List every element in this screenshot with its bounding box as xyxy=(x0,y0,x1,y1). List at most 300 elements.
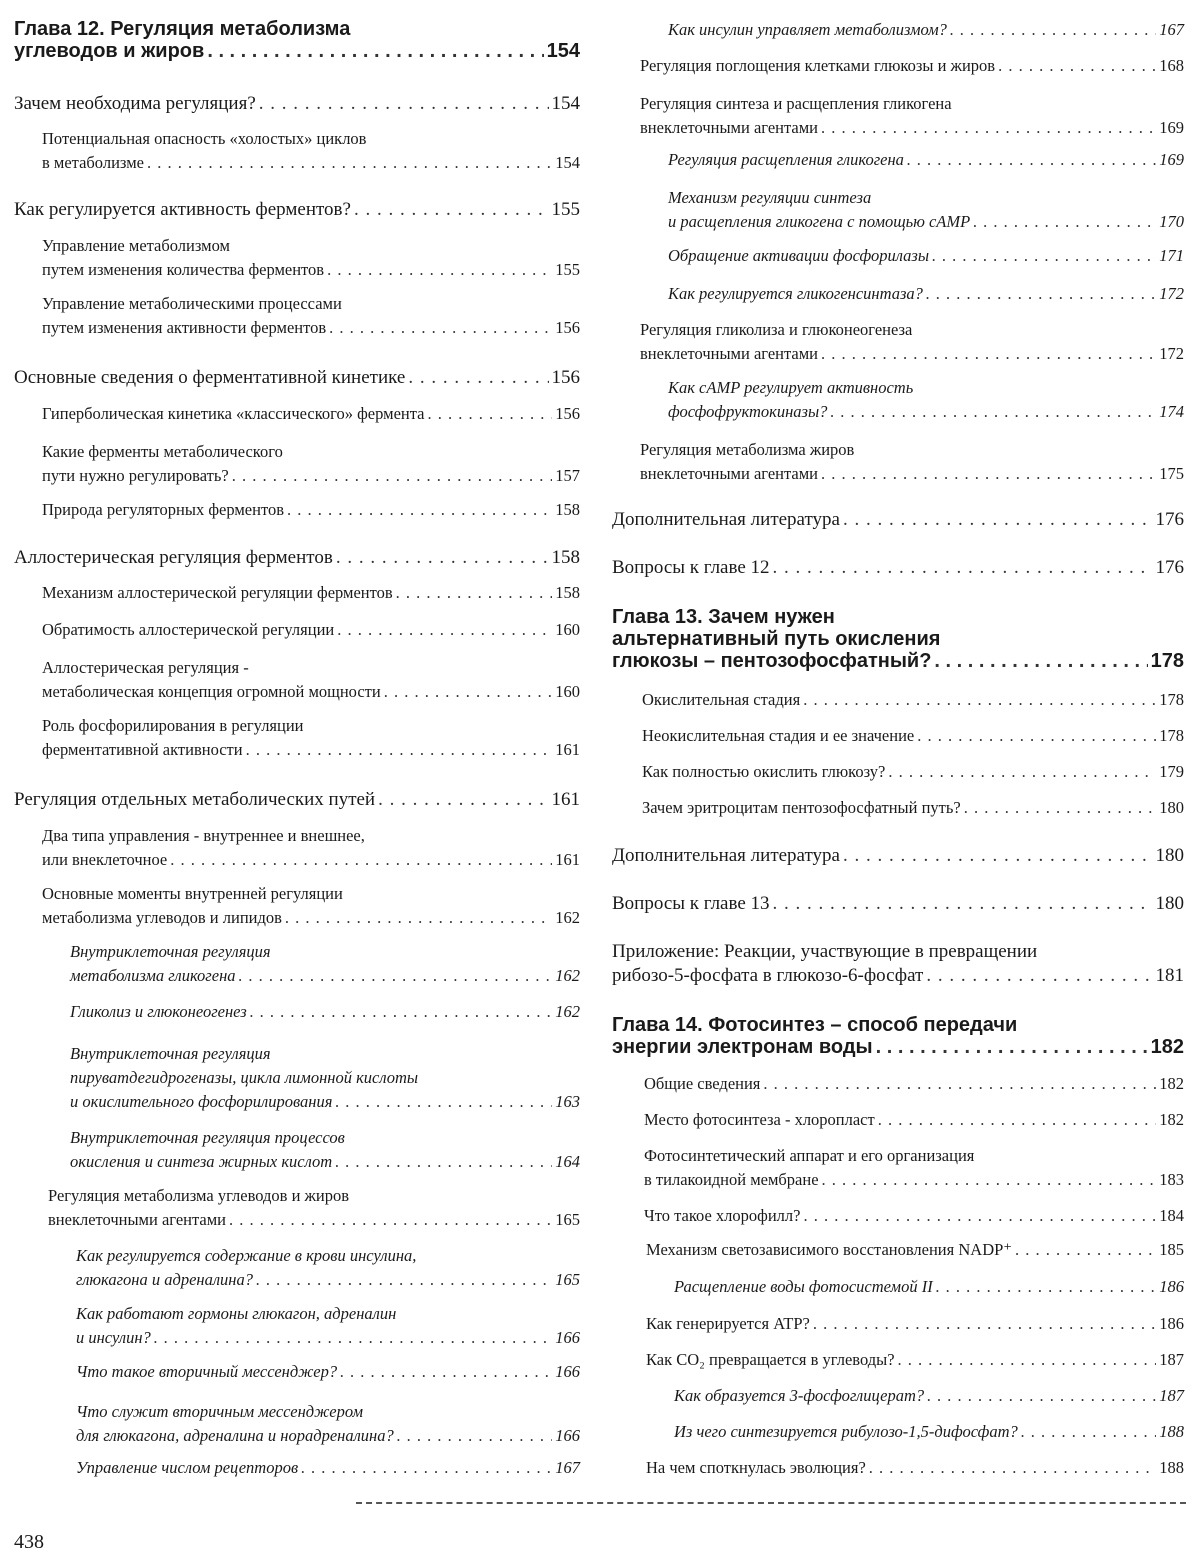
toc-entry-l3 xyxy=(612,376,1184,424)
toc-entry-l2 xyxy=(612,1238,1184,1262)
toc-entry-title: энергии электронам воды xyxy=(612,1036,873,1058)
toc-entry-l2 xyxy=(612,1072,1184,1096)
dot-leader xyxy=(354,198,549,222)
toc-entry-l3 xyxy=(14,1400,580,1448)
toc-entry-title: в тилакоидной мембране xyxy=(644,1168,819,1192)
toc-entry-title: пути нужно регулировать? xyxy=(42,464,229,488)
dot-leader xyxy=(888,760,1156,784)
toc-page-number: 182 xyxy=(1151,1036,1184,1058)
toc-entry-row xyxy=(14,92,580,116)
toc-entry-l3 xyxy=(14,940,580,988)
toc-entry-l2 xyxy=(14,618,580,642)
toc-page-number: 156 xyxy=(555,316,580,340)
dot-leader xyxy=(803,688,1156,712)
dot-leader xyxy=(1021,1420,1156,1444)
toc-entry-row xyxy=(642,724,1184,748)
toc-entry-l3 xyxy=(14,1456,580,1480)
toc-page-number: 160 xyxy=(555,680,580,704)
dot-leader xyxy=(830,400,1156,424)
toc-entry-title: Как регулируется активность ферментов? xyxy=(14,198,351,222)
toc-entry-l2 xyxy=(14,656,580,704)
toc-entry-title: метаболизма углеводов и липидов xyxy=(42,906,282,930)
dot-leader xyxy=(821,342,1156,366)
toc-page-number: 180 xyxy=(1156,844,1185,868)
toc-entry-l2 xyxy=(612,724,1184,748)
toc-entry-title-line: Глава 12. Регуляция метаболизма xyxy=(14,18,580,40)
toc-entry-row xyxy=(76,1456,580,1480)
toc-entry-l2 xyxy=(14,824,580,872)
dot-leader xyxy=(773,892,1153,916)
toc-entry-title: рибозо-5-фосфата в глюкозо-6-фосфат xyxy=(612,964,923,988)
toc-entry-l2 xyxy=(612,54,1184,78)
toc-page-number: 157 xyxy=(555,464,580,488)
toc-entry-title-line: Глава 13. Зачем нужен xyxy=(612,606,1184,628)
toc-entry-row xyxy=(42,848,580,872)
toc-entry-row xyxy=(76,1326,580,1350)
toc-entry-l1 xyxy=(612,556,1184,580)
toc-entry-title: Что такое вторичный мессенджер? xyxy=(76,1360,337,1384)
toc-entry-title: ферментативной активности xyxy=(42,738,243,762)
toc-entry-title: Вопросы к главе 13 xyxy=(612,892,770,916)
dot-leader xyxy=(878,1108,1157,1132)
dot-leader xyxy=(821,116,1156,140)
toc-entry-l3 xyxy=(14,1360,580,1384)
toc-entry-l3 xyxy=(14,1302,580,1350)
dot-leader xyxy=(285,906,552,930)
toc-page-number: 179 xyxy=(1159,760,1184,784)
toc-entry-row xyxy=(14,40,580,62)
toc-page-number: 176 xyxy=(1156,556,1185,580)
dot-leader xyxy=(821,462,1156,486)
dot-leader xyxy=(229,1208,552,1232)
toc-entry-row xyxy=(644,1168,1184,1192)
toc-page-number: 176 xyxy=(1156,508,1185,532)
toc-entry-l2 xyxy=(612,1204,1184,1228)
toc-page-number: 163 xyxy=(555,1090,580,1114)
toc-entry-title: и окислительного фосфорилирования xyxy=(70,1090,332,1114)
dot-leader xyxy=(246,738,553,762)
toc-entry-title-line: Потенциальная опасность «холостых» циклов xyxy=(42,127,580,151)
dot-leader xyxy=(232,464,553,488)
toc-entry-row xyxy=(644,1108,1184,1132)
toc-entry-l2 xyxy=(612,760,1184,784)
toc-page-number: 161 xyxy=(555,848,580,872)
toc-entry-title-line: Какие ферменты метаболического xyxy=(42,440,580,464)
toc-page-number: 167 xyxy=(1159,18,1184,42)
toc-entry-l2 xyxy=(14,234,580,282)
footer-rule xyxy=(356,1502,1186,1504)
toc-page-number: 180 xyxy=(1159,796,1184,820)
toc-entry-row xyxy=(42,581,580,605)
dot-leader xyxy=(973,210,1156,234)
toc-entry-row xyxy=(646,1456,1184,1480)
toc-entry-row xyxy=(42,738,580,762)
toc-entry-l3 xyxy=(612,1384,1184,1408)
dot-leader xyxy=(287,498,552,522)
dot-leader xyxy=(964,796,1157,820)
toc-page-number: 154 xyxy=(547,40,580,62)
dot-leader xyxy=(763,1072,1156,1096)
dot-leader xyxy=(950,18,1156,42)
toc-entry-title: Управление числом рецепторов xyxy=(76,1456,298,1480)
toc-entry-title: путем изменения активности ферментов xyxy=(42,316,326,340)
toc-entry-l3 xyxy=(612,148,1184,172)
toc-entry-l1 xyxy=(14,198,580,222)
toc-page-number: 165 xyxy=(555,1208,580,1232)
toc-page-number: 181 xyxy=(1156,964,1185,988)
toc-entry-row xyxy=(640,462,1184,486)
toc-entry-row xyxy=(14,366,580,390)
toc-entry-title-line: Регуляция метаболизма углеводов и жиров xyxy=(48,1184,580,1208)
toc-entry-title-line: пируватдегидрогеназы, цикла лимонной кислоты xyxy=(70,1066,580,1090)
toc-entry-l1 xyxy=(612,940,1184,988)
toc-entry-l1 xyxy=(14,788,580,812)
toc-page-number: 161 xyxy=(552,788,581,812)
toc-entry-title: Общие сведения xyxy=(644,1072,760,1096)
toc-entry-row xyxy=(48,1208,580,1232)
toc-entry-title-line: Внутриклеточная регуляция xyxy=(70,940,580,964)
toc-entry-row xyxy=(668,210,1184,234)
toc-entry-row xyxy=(612,556,1184,580)
toc-entry-row xyxy=(674,1384,1184,1408)
toc-entry-title: Вопросы к главе 12 xyxy=(612,556,770,580)
toc-entry-row xyxy=(674,1420,1184,1444)
toc-entry-row xyxy=(668,18,1184,42)
toc-entry-l1 xyxy=(612,892,1184,916)
toc-entry-title-line: Что служит вторичным мессенджером xyxy=(76,1400,580,1424)
toc-page-number: 165 xyxy=(555,1268,580,1292)
toc-entry-l1 xyxy=(14,546,580,570)
toc-entry-l1 xyxy=(612,508,1184,532)
toc-entry-title: Регуляция расщепления гликогена xyxy=(668,148,904,172)
toc-entry-l3 xyxy=(612,1420,1184,1444)
toc-entry-l3 xyxy=(612,186,1184,234)
toc-entry-title: Механизм светозависимого восстановления NADP⁺ xyxy=(646,1238,1012,1262)
toc-entry-l3 xyxy=(14,1000,580,1024)
toc-entry-row xyxy=(668,148,1184,172)
dot-leader xyxy=(932,244,1156,268)
toc-entry-title: внеклеточными агентами xyxy=(640,342,818,366)
toc-page-number: 169 xyxy=(1159,148,1184,172)
toc-entry-title: Из чего синтезируется рибулозо-1,5-дифосфат? xyxy=(674,1420,1018,1444)
toc-entry-row xyxy=(674,1275,1184,1299)
dot-leader xyxy=(917,724,1156,748)
toc-page-number: 175 xyxy=(1159,462,1184,486)
toc-entry-l2 xyxy=(612,1108,1184,1132)
toc-page-number: 161 xyxy=(555,738,580,762)
toc-entry-title: Обратимость аллостерической регуляции xyxy=(42,618,334,642)
toc-page-number: 172 xyxy=(1159,282,1184,306)
toc-entry-title: Как CO₂ превращается в углеводы? xyxy=(646,1348,895,1372)
toc-entry-l2 xyxy=(14,1184,580,1232)
toc-entry-title: внеклеточными агентами xyxy=(48,1208,226,1232)
toc-entry-title: Регуляция отдельных метаболических путей xyxy=(14,788,375,812)
toc-entry-l3 xyxy=(14,1126,580,1174)
toc-entry-row xyxy=(668,400,1184,424)
toc-entry-row xyxy=(646,1348,1184,1372)
toc-entry-row xyxy=(42,316,580,340)
toc-entry-title: Аллостерическая регуляция ферментов xyxy=(14,546,333,570)
toc-entry-title-line: Роль фосфорилирования в регуляции xyxy=(42,714,580,738)
toc-page-number: 186 xyxy=(1159,1312,1184,1336)
toc-entry-title: Место фотосинтеза - хлоропласт xyxy=(644,1108,875,1132)
toc-entry-l2 xyxy=(612,1144,1184,1192)
toc-entry-row xyxy=(42,680,580,704)
toc-entry-l3 xyxy=(612,18,1184,42)
toc-entry-l2 xyxy=(612,318,1184,366)
toc-entry-row xyxy=(42,464,580,488)
dot-leader xyxy=(876,1036,1148,1058)
toc-page-number: 166 xyxy=(555,1360,580,1384)
toc-entry-l3 xyxy=(612,1275,1184,1299)
toc-entry-title-line: Регуляция гликолиза и глюконеогенеза xyxy=(640,318,1184,342)
toc-page-number: 182 xyxy=(1159,1108,1184,1132)
toc-page-number: 185 xyxy=(1159,1238,1184,1262)
toc-page-number: 184 xyxy=(1159,1204,1184,1228)
dot-leader xyxy=(147,151,552,175)
toc-entry-l2 xyxy=(14,498,580,522)
toc-entry-title: глюкозы – пентозофосфатный? xyxy=(612,650,931,672)
toc-entry-l1 xyxy=(14,92,580,116)
toc-entry-title: Гликолиз и глюконеогенез xyxy=(70,1000,247,1024)
toc-entry-row xyxy=(644,1072,1184,1096)
toc-entry-title: Как образуется 3-фосфоглицерат? xyxy=(674,1384,924,1408)
toc-page-number: 171 xyxy=(1159,244,1184,268)
toc-entry-row xyxy=(42,498,580,522)
toc-entry-title: Зачем необходима регуляция? xyxy=(14,92,256,116)
toc-entry-row xyxy=(612,844,1184,868)
toc-page-number: 182 xyxy=(1159,1072,1184,1096)
toc-entry-row xyxy=(70,1000,580,1024)
toc-entry-l2 xyxy=(14,127,580,175)
toc-entry-row xyxy=(14,198,580,222)
toc-page-number: 154 xyxy=(552,92,581,116)
toc-entry-row xyxy=(642,688,1184,712)
toc-entry-row xyxy=(76,1424,580,1448)
dot-leader xyxy=(813,1312,1156,1336)
toc-entry-row xyxy=(42,258,580,282)
dot-leader xyxy=(397,1424,553,1448)
dot-leader xyxy=(256,1268,552,1292)
toc-entry-l3 xyxy=(612,244,1184,268)
toc-page-number: 187 xyxy=(1159,1348,1184,1372)
toc-page-number: 167 xyxy=(555,1456,580,1480)
toc-page-number: 168 xyxy=(1159,54,1184,78)
dot-leader xyxy=(936,1275,1157,1299)
toc-entry-l2 xyxy=(612,92,1184,140)
toc-entry-row xyxy=(644,1204,1184,1228)
toc-entry-title: в метаболизме xyxy=(42,151,144,175)
toc-entry-title-line: Управление метаболизмом xyxy=(42,234,580,258)
dot-leader xyxy=(803,1204,1156,1228)
toc-entry-title: путем изменения количества ферментов xyxy=(42,258,324,282)
toc-page-number: 183 xyxy=(1159,1168,1184,1192)
dot-leader xyxy=(207,40,543,62)
toc-entry-l2 xyxy=(14,292,580,340)
toc-entry-title: Природа регуляторных ферментов xyxy=(42,498,284,522)
toc-entry-row xyxy=(646,1312,1184,1336)
toc-entry-title: Обращение активации фосфорилазы xyxy=(668,244,929,268)
toc-page-number: 160 xyxy=(555,618,580,642)
toc-page-number: 169 xyxy=(1159,116,1184,140)
dot-leader xyxy=(250,1000,553,1024)
toc-entry-title: глюкагона и адреналина? xyxy=(76,1268,253,1292)
toc-entry-title: Дополнительная литература xyxy=(612,844,840,868)
toc-entry-title-line: Глава 14. Фотосинтез – способ передачи xyxy=(612,1014,1184,1036)
toc-page-number: 180 xyxy=(1156,892,1185,916)
toc-entry-title: метаболическая концепция огромной мощности xyxy=(42,680,381,704)
toc-entry-row xyxy=(14,788,580,812)
toc-page-number: 187 xyxy=(1159,1384,1184,1408)
toc-entry-row xyxy=(612,964,1184,988)
toc-page-number: 174 xyxy=(1159,400,1184,424)
dot-leader xyxy=(170,848,552,872)
toc-entry-l2 xyxy=(14,714,580,762)
toc-entry-l2 xyxy=(14,882,580,930)
toc-entry-row xyxy=(612,508,1184,532)
toc-entry-title-line: Как регулируется содержание в крови инсулина, xyxy=(76,1244,580,1268)
dot-leader xyxy=(898,1348,1157,1372)
toc-page-number: 162 xyxy=(555,1000,580,1024)
dot-leader xyxy=(327,258,552,282)
dot-leader xyxy=(869,1456,1156,1480)
toc-entry-row xyxy=(76,1360,580,1384)
dot-leader xyxy=(329,316,552,340)
toc-page-number: 164 xyxy=(555,1150,580,1174)
toc-entry-row xyxy=(42,906,580,930)
toc-entry-row xyxy=(612,650,1184,672)
toc-entry-title: Что такое хлорофилл? xyxy=(644,1204,800,1228)
toc-entry-title-line: Механизм регуляции синтеза xyxy=(668,186,1184,210)
toc-entry-title: Как генерируется ATP? xyxy=(646,1312,810,1336)
toc-entry-l1 xyxy=(14,366,580,390)
toc-page-number: 158 xyxy=(555,498,580,522)
toc-entry-row xyxy=(646,1238,1184,1262)
dot-leader xyxy=(907,148,1156,172)
dot-leader xyxy=(239,964,553,988)
page-number: 438 xyxy=(14,1530,44,1554)
toc-entry-row xyxy=(668,282,1184,306)
toc-entry-title-line: Как работают гормоны глюкагон, адреналин xyxy=(76,1302,580,1326)
toc-page-number: 188 xyxy=(1159,1420,1184,1444)
toc-entry-title-line: Как cAMP регулирует активность xyxy=(668,376,1184,400)
toc-entry-title-line: Основные моменты внутренней регуляции xyxy=(42,882,580,906)
toc-entry-row xyxy=(640,116,1184,140)
dot-leader xyxy=(396,581,553,605)
toc-entry-title: Неокислительная стадия и ее значение xyxy=(642,724,914,748)
dot-leader xyxy=(934,650,1147,672)
toc-page-number: 170 xyxy=(1159,210,1184,234)
toc-entry-title: и инсулин? xyxy=(76,1326,151,1350)
toc-entry-title: Как полностью окислить глюкозу? xyxy=(642,760,885,784)
toc-chapter-entry xyxy=(612,606,1184,672)
dot-leader xyxy=(335,1150,552,1174)
toc-page-number: 156 xyxy=(552,366,581,390)
toc-entry-title-line: Регуляция синтеза и расщепления гликогена xyxy=(640,92,1184,116)
toc-entry-row xyxy=(42,151,580,175)
toc-entry-title-line: Аллостерическая регуляция - xyxy=(42,656,580,680)
toc-entry-title: или внеклеточное xyxy=(42,848,167,872)
toc-page-number: 166 xyxy=(555,1326,580,1350)
toc-entry-title: Как инсулин управляет метаболизмом? xyxy=(668,18,947,42)
toc-page-number: 162 xyxy=(555,964,580,988)
toc-page-number: 188 xyxy=(1159,1456,1184,1480)
toc-entry-row xyxy=(14,546,580,570)
toc-entry-title-line: Регуляция метаболизма жиров xyxy=(640,438,1184,462)
dot-leader xyxy=(340,1360,552,1384)
toc-chapter-entry xyxy=(14,18,580,62)
toc-entry-title: внеклеточными агентами xyxy=(640,116,818,140)
toc-entry-l1 xyxy=(612,844,1184,868)
toc-entry-row xyxy=(640,342,1184,366)
toc-entry-l3 xyxy=(14,1042,580,1114)
toc-entry-title: углеводов и жиров xyxy=(14,40,204,62)
toc-entry-title: На чем споткнулась эволюция? xyxy=(646,1456,866,1480)
toc-entry-title: Гиперболическая кинетика «классического» фермента xyxy=(42,402,424,426)
toc-entry-l2 xyxy=(612,1456,1184,1480)
toc-entry-title-line: Внутриклеточная регуляция процессов xyxy=(70,1126,580,1150)
dot-leader xyxy=(154,1326,552,1350)
dot-leader xyxy=(378,788,548,812)
toc-entry-row xyxy=(76,1268,580,1292)
dot-leader xyxy=(301,1456,552,1480)
toc-entry-title: Расщепление воды фотосистемой II xyxy=(674,1275,933,1299)
toc-entry-row xyxy=(642,760,1184,784)
dot-leader xyxy=(336,546,549,570)
toc-entry-title: Как регулируется гликогенсинтаза? xyxy=(668,282,923,306)
dot-leader xyxy=(1015,1238,1156,1262)
toc-entry-l2 xyxy=(612,1348,1184,1372)
dot-leader xyxy=(927,1384,1156,1408)
toc-entry-row xyxy=(70,1150,580,1174)
toc-entry-title: и расщепления гликогена с помощью cAMP xyxy=(668,210,970,234)
toc-entry-title-line: Управление метаболическими процессами xyxy=(42,292,580,316)
toc-page-number: 158 xyxy=(555,581,580,605)
toc-entry-l2 xyxy=(14,402,580,426)
toc-page-number: 166 xyxy=(555,1424,580,1448)
toc-entry-row xyxy=(70,964,580,988)
toc-entry-l3 xyxy=(14,1244,580,1292)
dot-leader xyxy=(427,402,552,426)
dot-leader xyxy=(384,680,553,704)
toc-entry-row xyxy=(612,1036,1184,1058)
dot-leader xyxy=(926,282,1156,306)
toc-entry-title: Окислительная стадия xyxy=(642,688,800,712)
toc-page-number: 156 xyxy=(555,402,580,426)
dot-leader xyxy=(335,1090,552,1114)
toc-entry-row xyxy=(70,1090,580,1114)
dot-leader xyxy=(998,54,1156,78)
dot-leader xyxy=(843,844,1153,868)
dot-leader xyxy=(926,964,1152,988)
toc-chapter-entry xyxy=(612,1014,1184,1058)
toc-page-number: 178 xyxy=(1159,688,1184,712)
toc-entry-l2 xyxy=(612,688,1184,712)
toc-entry-title: фосфофруктокиназы? xyxy=(668,400,827,424)
toc-entry-title: метаболизма гликогена xyxy=(70,964,236,988)
dot-leader xyxy=(843,508,1153,532)
toc-entry-l2 xyxy=(14,581,580,605)
toc-entry-title: внеклеточными агентами xyxy=(640,462,818,486)
toc-entry-row xyxy=(612,892,1184,916)
toc-entry-row xyxy=(668,244,1184,268)
toc-entry-row xyxy=(640,54,1184,78)
toc-entry-title-line: Внутриклеточная регуляция xyxy=(70,1042,580,1066)
toc-entry-l2 xyxy=(612,1312,1184,1336)
dot-leader xyxy=(408,366,548,390)
toc-entry-l2 xyxy=(612,796,1184,820)
dot-leader xyxy=(259,92,549,116)
